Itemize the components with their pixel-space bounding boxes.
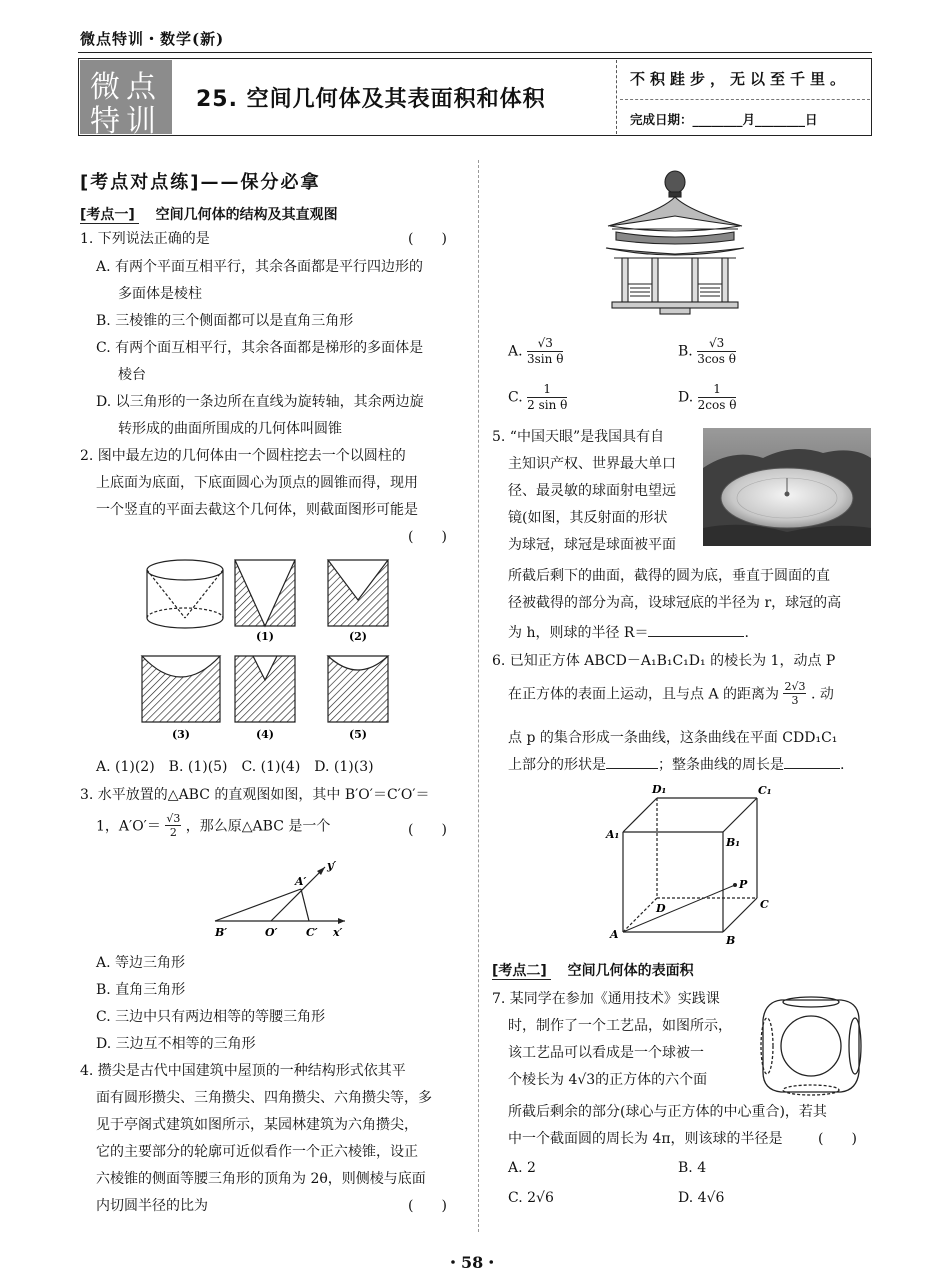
q1-option-d: D. 以三角形的一条边所在直线为旋转轴，其余两边旋 — [96, 394, 424, 410]
q3-frac-den: 2 — [169, 826, 177, 839]
chapter-title: 25. 空间几何体及其表面积和体积 — [196, 87, 546, 112]
label-p: P — [739, 878, 748, 891]
point-p — [733, 883, 737, 887]
section-shape-4 — [235, 656, 295, 722]
label-a: A′ — [295, 875, 307, 888]
q7-stem-line4: 个棱长为 4√3的正方体的六个面 — [508, 1072, 708, 1088]
q6-line2-end: . 动 — [810, 686, 834, 703]
q2-stem-line1: 2. 图中最左边的几何体由一个圆柱挖去一个以圆柱的 — [80, 448, 406, 464]
label-y: y′ — [327, 859, 337, 872]
q3-option-c: C. 三边中只有两边相等的等腰三角形 — [96, 1009, 326, 1025]
shape-label-4: (4) — [255, 728, 275, 741]
q2-answer-paren: ( ) — [408, 529, 447, 545]
q2-stem-line2: 上底面为底面，下底面圆心为顶点的圆锥而得，现用 — [96, 475, 418, 491]
series-title: 微点特训・数学(新) — [80, 30, 225, 48]
q6-stem-line4 — [508, 752, 844, 778]
tile-line-1: 微点 — [90, 70, 162, 105]
q4-stem-line5: 六棱锥的侧面等腰三角形的顶角为 2θ，则侧棱与底面 — [96, 1171, 426, 1187]
q4-c-num: 1 — [527, 382, 567, 398]
series-tile — [80, 60, 172, 139]
knowledge-point-1 — [80, 204, 338, 224]
q4-option-d-label: D. — [678, 389, 694, 406]
q5-stem-line1: 5. “中国天眼”是我国具有自 — [492, 429, 665, 445]
section-shape-5 — [328, 656, 388, 722]
q7-stem-line3: 该工艺品可以看成是一个球被一 — [508, 1045, 704, 1061]
q4-option-b-fraction — [697, 336, 736, 367]
q4-answer-paren: ( ) — [408, 1198, 447, 1214]
q4-stem-line6: 内切圆半径的比为 — [96, 1198, 208, 1214]
q2-options: A. (1)(2) B. (1)(5) C. (1)(4) D. (1)(3) — [96, 759, 374, 775]
q3-option-d: D. 三边互不相等的三角形 — [96, 1036, 256, 1052]
q3-figure — [205, 855, 365, 945]
q4-option-a-fraction — [527, 336, 563, 367]
fast-telescope-photo — [703, 428, 871, 546]
q6-blank-perimeter[interactable] — [784, 754, 840, 769]
q6-line2-start: 在正方体的表面上运动，且与点 A 的距离为 — [508, 686, 780, 703]
q4-option-b — [678, 336, 736, 367]
q5-stem-line6: 所截后剩下的曲面，截得的圆为底，垂直于圆面的直 — [508, 568, 830, 584]
q3-option-a: A. 等边三角形 — [96, 955, 186, 971]
q4-option-c — [508, 382, 567, 413]
q4-stem-line1: 4. 攒尖是古代中国建筑中屋顶的一种结构形式依其平 — [80, 1063, 406, 1079]
q6-line4-text: 上部分的形状是 — [508, 757, 606, 773]
q1-option-c-cont: 棱台 — [118, 367, 146, 383]
q4-c-den: 2 sin θ — [527, 398, 568, 412]
label-b1: B₁ — [726, 836, 741, 849]
q6-fraction — [783, 680, 806, 707]
q3-stem-line2 — [96, 812, 330, 839]
q1-option-b: B. 三棱锥的三个侧面都可以是直角三角形 — [96, 313, 354, 329]
q7-answer-paren: ( ) — [818, 1131, 857, 1147]
shape-label-1: (1) — [255, 630, 275, 643]
motto: 不积跬步，无以至千里。 — [630, 70, 851, 88]
q7-stem-line5: 所截后剩余的部分(球心与正方体的中心重合)，若其 — [508, 1104, 827, 1120]
kp2-title: 空间几何体的表面积 — [567, 963, 694, 979]
section-shape-3 — [142, 656, 220, 722]
q5-answer-blank[interactable] — [648, 622, 744, 637]
q3-line2-end: ，那么原△ABC 是一个 — [185, 818, 331, 835]
motto-rule — [620, 99, 870, 100]
q7-stem-line1: 7. 某同学在参加《通用技术》实践课 — [492, 991, 720, 1007]
shape-label-3: (3) — [171, 728, 191, 741]
q2-figure — [135, 548, 415, 748]
q4-stem-line3: 见于亭阁式建筑如图所示，某园林建筑为六角攒尖， — [96, 1117, 418, 1133]
q7-option-d: D. 4√6 — [678, 1190, 725, 1206]
q4-b-den: 3cos θ — [697, 352, 736, 366]
label-a1: A₁ — [606, 828, 620, 841]
q4-a-den: 3sin θ — [527, 352, 564, 366]
q4-option-b-label: B. — [678, 343, 693, 360]
q7-option-c: C. 2√6 — [508, 1190, 554, 1206]
q3-stem-line1: 3. 水平放置的△ABC 的直观图如图，其中 B′O′＝C′O′＝ — [80, 787, 430, 803]
q6-frac-den: 3 — [791, 694, 799, 707]
q5-stem-line8 — [508, 620, 749, 646]
column-separator — [478, 160, 479, 1232]
q6-stem-line2 — [508, 680, 834, 707]
q3-line2-start: 1，A′O′＝ — [96, 818, 161, 835]
section-shape-2 — [328, 560, 388, 626]
q5-line8-end: . — [744, 625, 749, 641]
kp1-tag: [考点一] — [80, 207, 139, 224]
q3-frac-num: √3 — [166, 812, 181, 825]
completion-date: 完成日期：________月________日 — [630, 112, 818, 127]
q1-option-c: C. 有两个面互相平行，其余各面都是梯形的多面体是 — [96, 340, 424, 356]
label-d1: D₁ — [652, 783, 667, 796]
q4-option-a — [508, 336, 563, 367]
q7-option-b: B. 4 — [678, 1160, 707, 1176]
label-c: C — [760, 898, 769, 911]
q4-option-d — [678, 382, 736, 413]
q6-stem-line3: 点 p 的集合形成一条曲线，这条曲线在平面 CDD₁C₁ — [508, 730, 838, 746]
q4-option-c-label: C. — [508, 389, 523, 406]
q5-stem-line3: 径、最灵敏的球面射电望远 — [508, 483, 676, 499]
q1-option-a-cont: 多面体是棱柱 — [118, 286, 202, 302]
banner-divider — [616, 60, 617, 134]
q3-option-b: B. 直角三角形 — [96, 982, 186, 998]
section-title: [考点对点练]——保分必拿 — [80, 172, 321, 193]
edge-ac — [301, 889, 309, 921]
edge-ab — [215, 889, 301, 921]
q6-blank-shape[interactable] — [606, 754, 658, 769]
label-x: x′ — [333, 926, 343, 939]
label-b: B′ — [215, 926, 228, 939]
q4-stem-line4: 它的主要部分的轮廓可近似看作一个正六棱锥，设正 — [96, 1144, 418, 1160]
q4-option-a-label: A. — [508, 343, 523, 360]
header-rule — [78, 52, 872, 53]
shape-label-5: (5) — [348, 728, 368, 741]
q6-stem-line1: 6. 已知正方体 ABCD－A₁B₁C₁D₁ 的棱长为 1，动点 P — [492, 653, 836, 669]
label-b: B — [726, 934, 736, 947]
cylinder-figure — [147, 560, 223, 628]
q1-answer-paren: ( ) — [408, 231, 447, 247]
q1-option-d-cont: 转形成的曲面所围成的几何体叫圆锥 — [118, 421, 342, 437]
q4-d-den: 2cos θ — [697, 398, 737, 412]
q1-option-a: A. 有两个平面互相平行，其余各面都是平行四边形的 — [96, 259, 424, 275]
q7-option-a: A. 2 — [508, 1160, 536, 1176]
pavilion-illustration — [600, 166, 750, 316]
knowledge-point-2 — [492, 960, 694, 980]
q4-option-c-fraction — [527, 382, 567, 413]
label-a: A — [610, 928, 619, 941]
q5-stem-line5: 为球冠，球冠是球面被平面 — [508, 537, 676, 553]
label-d: D — [656, 902, 666, 915]
q4-a-num: √3 — [527, 336, 563, 352]
q4-b-num: √3 — [697, 336, 736, 352]
page-number: ・58・ — [445, 1253, 500, 1272]
q6-line4-end: . — [840, 757, 845, 773]
tile-line-2: 特训 — [90, 104, 162, 139]
label-o: O′ — [265, 926, 278, 939]
q6-line4-mid: ；整条曲线的周长是 — [658, 757, 784, 773]
q5-stem-line4: 镜(如图，其反射面的形状 — [508, 510, 668, 526]
q4-option-d-fraction — [698, 382, 737, 413]
q7-stem-line6: 中一个截面圆的周长为 4π，则该球的半径是 — [508, 1131, 783, 1147]
section-shape-1 — [235, 560, 295, 626]
label-c: C′ — [306, 926, 318, 939]
q5-line8-text: 为 h，则球的半径 R＝ — [508, 625, 649, 641]
q1-stem: 1. 下列说法正确的是 — [80, 231, 210, 247]
q3-fraction — [165, 812, 181, 839]
q6-frac-num: 2√3 — [784, 680, 806, 693]
label-c1: C₁ — [758, 784, 772, 797]
cube-figure — [600, 780, 780, 950]
q2-stem-line3: 一个竖直的平面去截这个几何体，则截面图形可能是 — [96, 502, 418, 518]
q3-answer-paren: ( ) — [408, 822, 447, 838]
q5-stem-line7: 径被截得的部分为高，设球冠底的半径为 r，球冠的高 — [508, 595, 842, 611]
shape-label-2: (2) — [348, 630, 368, 643]
kp1-title: 空间几何体的结构及其直观图 — [155, 207, 338, 223]
q4-stem-line2: 面有圆形攒尖、三角攒尖、四角攒尖、六角攒尖等，多 — [96, 1090, 432, 1106]
q4-d-num: 1 — [698, 382, 737, 398]
q7-stem-line2: 时，制作了一个工艺品，如图所示， — [508, 1018, 732, 1034]
truncated-sphere-figure — [755, 990, 867, 1102]
q5-stem-line2: 主知识产权、世界最大单口 — [508, 456, 676, 472]
kp2-tag: [考点二] — [492, 963, 551, 980]
